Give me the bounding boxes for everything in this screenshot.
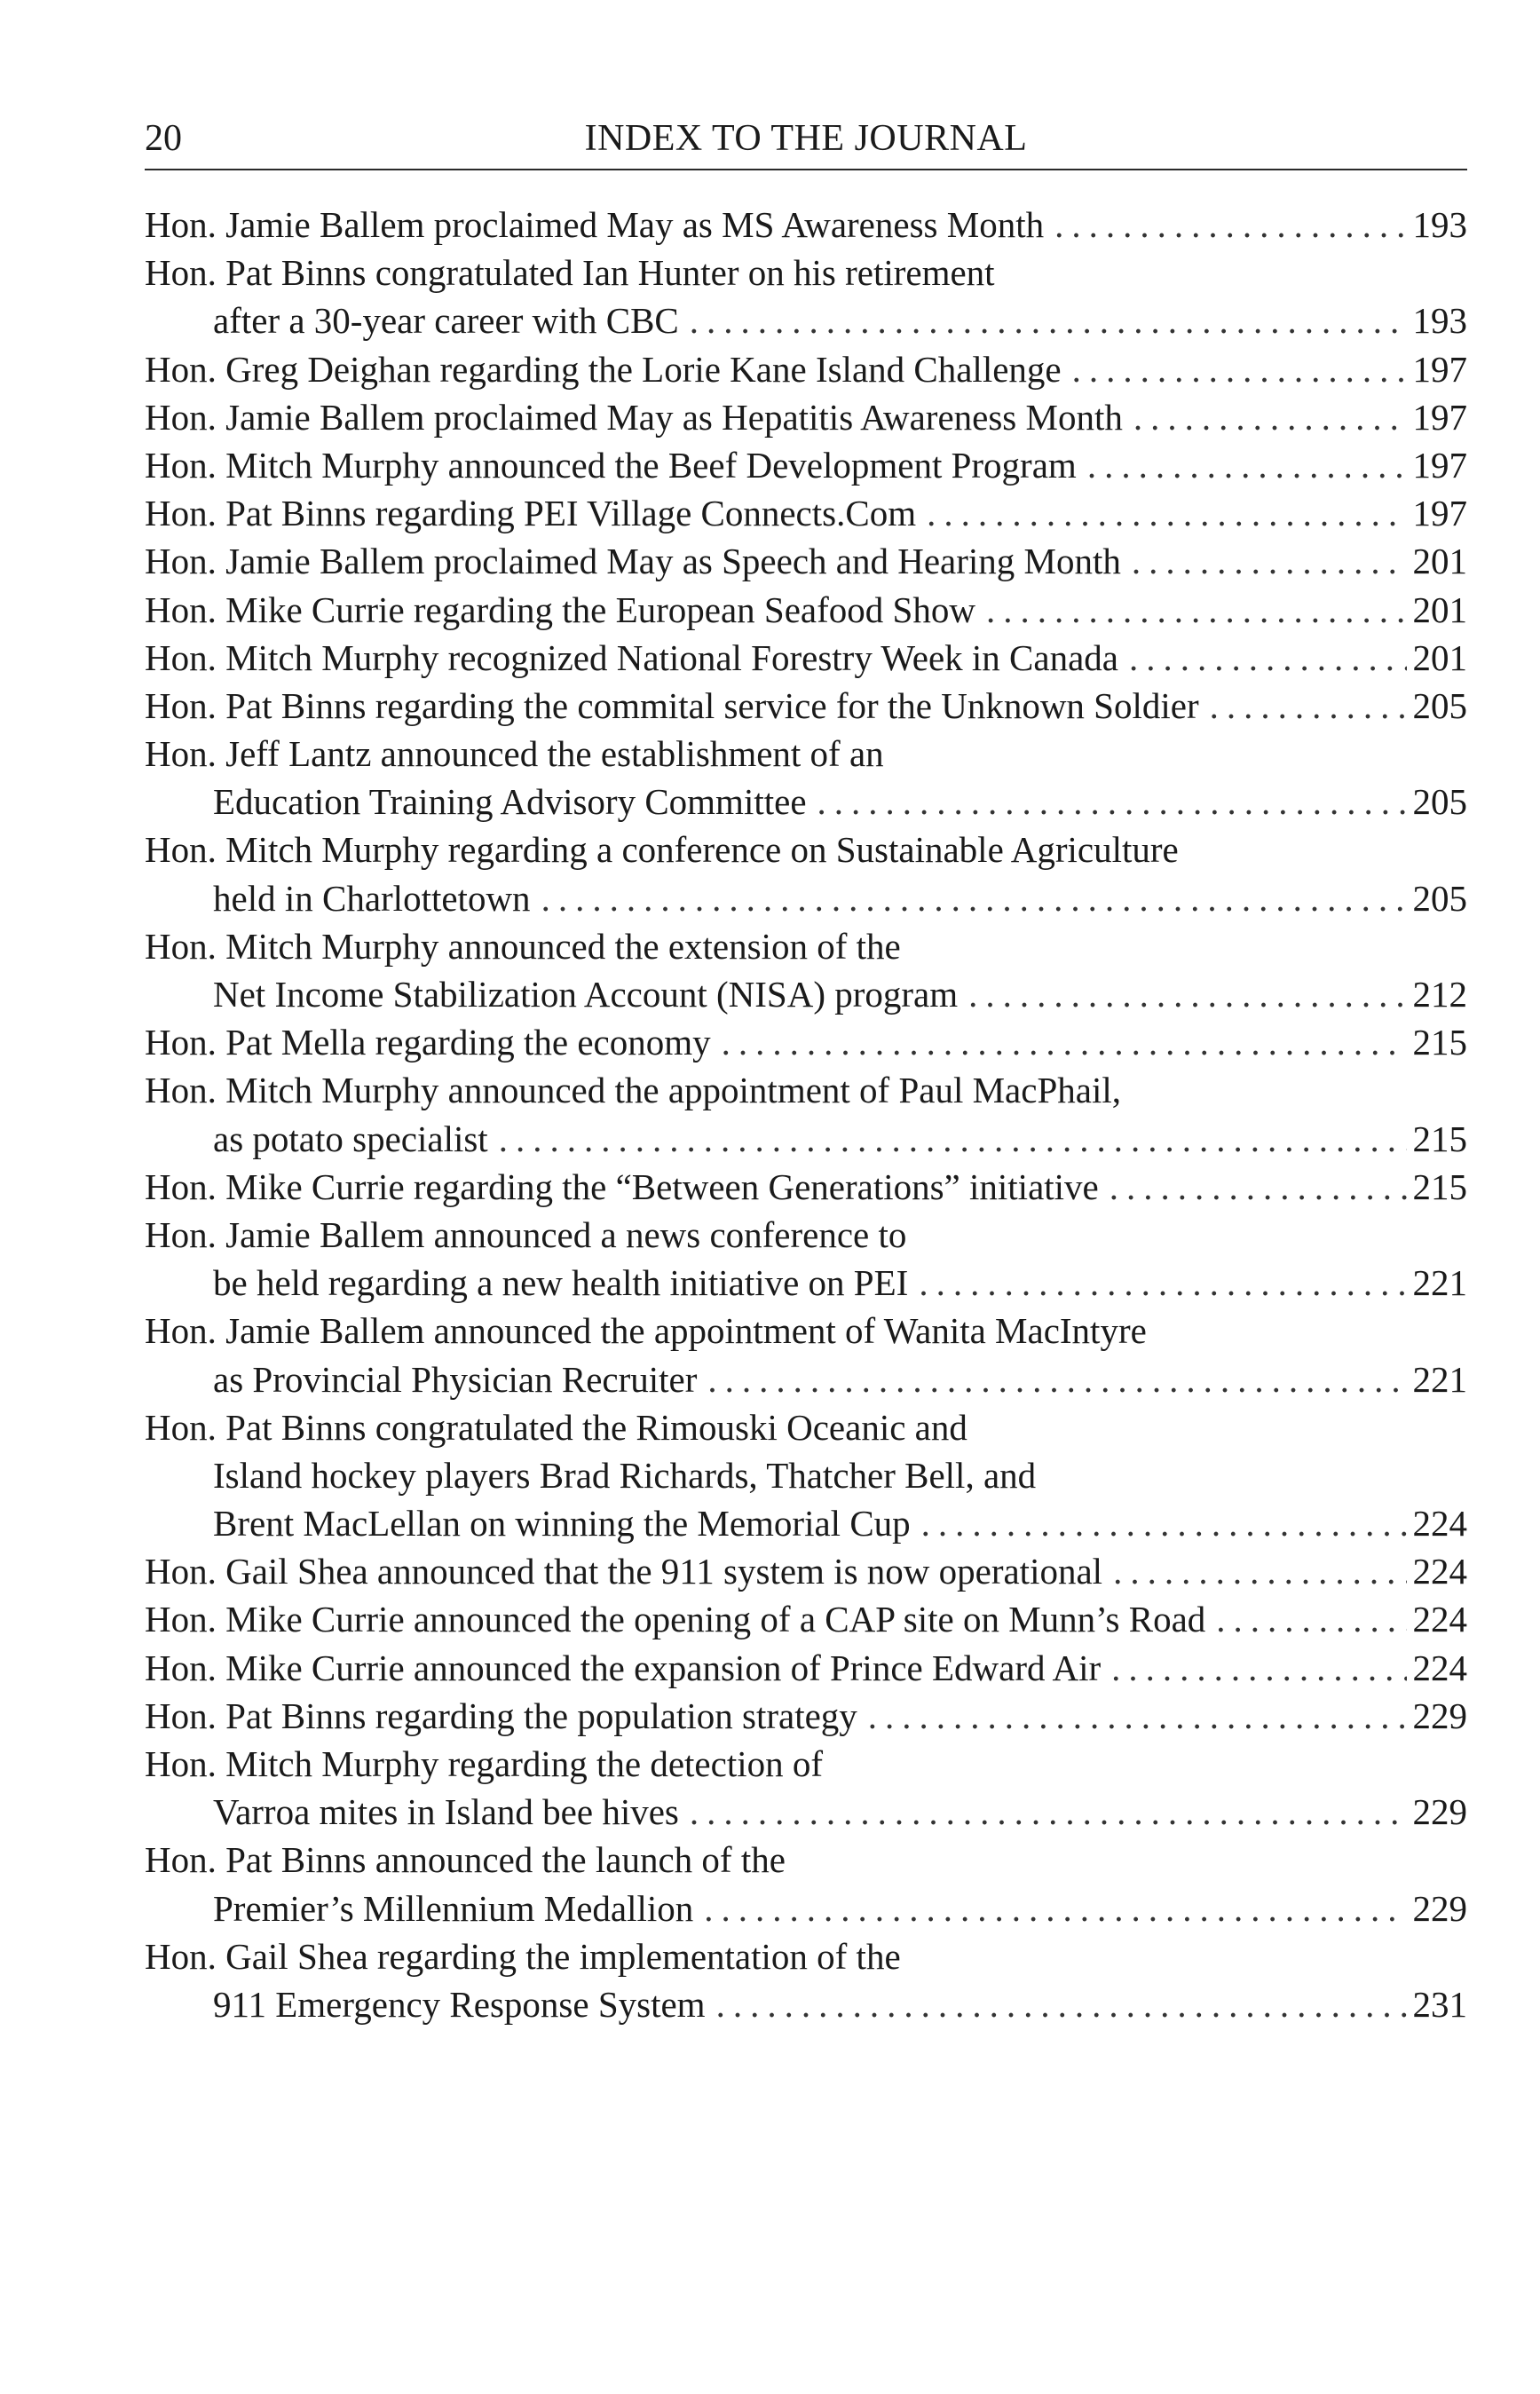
entry-continuation-line bbox=[145, 1259, 1467, 1307]
entry-text: be held regarding a new health initiative on PEI bbox=[213, 1262, 909, 1304]
entry-text: Hon. Mike Currie regarding the European Seafood Show bbox=[145, 589, 975, 630]
entry-line bbox=[145, 730, 1467, 778]
entry-line bbox=[145, 537, 1467, 585]
entry-page-number: 193 bbox=[1412, 300, 1467, 342]
entry-page-number: 221 bbox=[1412, 1358, 1467, 1400]
entry-text: held in Charlottetown bbox=[213, 877, 531, 919]
index-entry bbox=[145, 201, 1467, 249]
entry-text: Hon. Mitch Murphy announced the Beef Development Program bbox=[145, 444, 1077, 486]
entry-line bbox=[145, 249, 1467, 296]
entry-page-number: 193 bbox=[1412, 204, 1467, 245]
entry-line bbox=[145, 1644, 1467, 1692]
entry-line bbox=[145, 682, 1467, 730]
entry-line bbox=[145, 1018, 1467, 1066]
index-entry bbox=[145, 1163, 1467, 1211]
entry-line bbox=[145, 1211, 1467, 1259]
page-number: 20 bbox=[145, 118, 182, 159]
index-entry bbox=[145, 634, 1467, 682]
entry-line bbox=[145, 634, 1467, 682]
entry-text: Hon. Mitch Murphy recognized National Forestry Week in Canada bbox=[145, 636, 1118, 678]
running-head bbox=[145, 115, 1467, 170]
dot-leader bbox=[711, 1018, 1407, 1066]
entry-text: Varroa mites in Island bee hives bbox=[213, 1791, 679, 1833]
entry-line bbox=[145, 345, 1467, 393]
index-entry bbox=[145, 345, 1467, 393]
dot-leader bbox=[908, 1259, 1407, 1307]
entry-text: Hon. Mitch Murphy announced the extension of the bbox=[145, 925, 901, 967]
index-entry bbox=[145, 586, 1467, 634]
dot-leader bbox=[679, 296, 1407, 344]
entry-page-number: 205 bbox=[1412, 684, 1467, 726]
entry-line bbox=[145, 1547, 1467, 1595]
entry-page-number: 197 bbox=[1412, 493, 1467, 534]
entry-text: Brent MacLellan on winning the Memorial Cup bbox=[213, 1503, 911, 1545]
entry-line bbox=[145, 489, 1467, 537]
entry-continuation-line bbox=[145, 1115, 1467, 1163]
entry-text: 911 Emergency Response System bbox=[213, 1983, 706, 2025]
entry-continuation-line bbox=[145, 1451, 1467, 1499]
entry-page-number: 229 bbox=[1412, 1887, 1467, 1929]
index-entry bbox=[145, 730, 1467, 826]
entry-text: Island hockey players Brad Richards, Thatcher Bell, and bbox=[213, 1454, 1037, 1496]
entry-text: Hon. Jamie Ballem proclaimed May as Speech and Hearing Month bbox=[145, 541, 1121, 582]
entry-text: Hon. Pat Binns announced the launch of the bbox=[145, 1839, 786, 1881]
entry-line bbox=[145, 441, 1467, 489]
index-entry bbox=[145, 1595, 1467, 1643]
entry-line bbox=[145, 1836, 1467, 1884]
dot-leader bbox=[1205, 1595, 1407, 1643]
entry-text: as Provincial Physician Recruiter bbox=[213, 1358, 698, 1400]
dot-leader bbox=[1199, 682, 1407, 730]
entry-continuation-line bbox=[145, 296, 1467, 344]
dot-leader bbox=[1123, 393, 1407, 441]
entry-page-number: 224 bbox=[1412, 1503, 1467, 1545]
entry-text: Net Income Stabilization Account (NISA) program bbox=[213, 974, 959, 1015]
entry-continuation-line bbox=[145, 1788, 1467, 1836]
entry-text: Hon. Jeff Lantz announced the establishment of an bbox=[145, 733, 884, 775]
entry-text: Premier’s Millennium Medallion bbox=[213, 1887, 694, 1929]
entry-page-number: 229 bbox=[1412, 1791, 1467, 1833]
entry-line bbox=[145, 1403, 1467, 1451]
dot-leader bbox=[916, 489, 1407, 537]
entry-text: after a 30-year career with CBC bbox=[213, 300, 679, 342]
entry-text: Hon. Jamie Ballem proclaimed May as MS Awareness Month bbox=[145, 204, 1045, 245]
entry-line bbox=[145, 826, 1467, 873]
entry-line bbox=[145, 1066, 1467, 1114]
index-entry bbox=[145, 682, 1467, 730]
index-entry bbox=[145, 1740, 1467, 1836]
entry-continuation-line bbox=[145, 778, 1467, 826]
entry-continuation-line bbox=[145, 970, 1467, 1018]
entry-page-number: 215 bbox=[1412, 1022, 1467, 1063]
entry-page-number: 201 bbox=[1412, 636, 1467, 678]
entry-page-number: 212 bbox=[1412, 974, 1467, 1015]
entry-continuation-line bbox=[145, 1884, 1467, 1932]
entry-page-number: 197 bbox=[1412, 444, 1467, 486]
index-entry bbox=[145, 249, 1467, 344]
entry-text: Hon. Pat Binns regarding PEI Village Connects.Com bbox=[145, 493, 917, 534]
dot-leader bbox=[807, 778, 1407, 826]
index-entry bbox=[145, 826, 1467, 921]
entry-text: Hon. Mike Currie announced the expansion of Prince Edward Air bbox=[145, 1647, 1102, 1688]
index-entry bbox=[145, 1307, 1467, 1402]
entry-page-number: 224 bbox=[1412, 1647, 1467, 1688]
entry-page-number: 197 bbox=[1412, 396, 1467, 438]
entry-page-number: 229 bbox=[1412, 1695, 1467, 1736]
index-entry bbox=[145, 1836, 1467, 1932]
index-entry bbox=[145, 1403, 1467, 1548]
entry-text: Hon. Pat Binns congratulated the Rimouski Oceanic and bbox=[145, 1406, 967, 1448]
entry-line bbox=[145, 1932, 1467, 1980]
entry-line bbox=[145, 1740, 1467, 1788]
entry-text: Hon. Mitch Murphy regarding the detection of bbox=[145, 1743, 824, 1784]
entry-line bbox=[145, 922, 1467, 970]
dot-leader bbox=[697, 1355, 1407, 1403]
entry-page-number: 224 bbox=[1412, 1551, 1467, 1592]
entry-page-number: 205 bbox=[1412, 877, 1467, 919]
dot-leader bbox=[488, 1115, 1407, 1163]
entry-page-number: 205 bbox=[1412, 781, 1467, 823]
index-entry bbox=[145, 1932, 1467, 2028]
entry-line bbox=[145, 1163, 1467, 1211]
dot-leader bbox=[1118, 634, 1407, 682]
index-entry bbox=[145, 1547, 1467, 1595]
entry-page-number: 201 bbox=[1412, 589, 1467, 630]
entry-text: Hon. Jamie Ballem announced a news conference to bbox=[145, 1213, 907, 1255]
index-entry bbox=[145, 1211, 1467, 1307]
entry-text: Hon. Jamie Ballem proclaimed May as Hepatitis Awareness Month bbox=[145, 396, 1123, 438]
dot-leader bbox=[911, 1499, 1407, 1547]
entry-text: Hon. Mike Currie announced the opening of a CAP site on Munn’s Road bbox=[145, 1599, 1206, 1640]
dot-leader bbox=[975, 586, 1407, 634]
entry-text: Hon. Greg Deighan regarding the Lorie Kane Island Challenge bbox=[145, 348, 1062, 390]
dot-leader bbox=[679, 1788, 1407, 1836]
entry-continuation-line bbox=[145, 874, 1467, 922]
entry-text: Hon. Pat Binns regarding the commital service for the Unknown Soldier bbox=[145, 684, 1199, 726]
dot-leader bbox=[958, 970, 1407, 1018]
entry-page-number: 231 bbox=[1412, 1983, 1467, 2025]
index-entry bbox=[145, 1692, 1467, 1740]
dot-leader bbox=[1101, 1644, 1407, 1692]
entry-page-number: 224 bbox=[1412, 1599, 1467, 1640]
entry-text: Hon. Jamie Ballem announced the appointment of Wanita MacIntyre bbox=[145, 1310, 1147, 1352]
entry-text: Hon. Mike Currie regarding the “Between Generations” initiative bbox=[145, 1165, 1099, 1207]
dot-leader bbox=[706, 1980, 1407, 2028]
entry-text: Hon. Mitch Murphy regarding a conference on Sustainable Agriculture bbox=[145, 829, 1179, 871]
entry-line bbox=[145, 393, 1467, 441]
index-entry bbox=[145, 393, 1467, 441]
running-title: INDEX TO THE JOURNAL bbox=[584, 118, 1028, 159]
entry-page-number: 215 bbox=[1412, 1165, 1467, 1207]
entry-text: Education Training Advisory Committee bbox=[213, 781, 807, 823]
entry-page-number: 197 bbox=[1412, 348, 1467, 390]
entry-text: Hon. Pat Binns congratulated Ian Hunter on his retirement bbox=[145, 252, 995, 294]
entry-text: Hon. Gail Shea announced that the 911 system is now operational bbox=[145, 1551, 1103, 1592]
entry-text: Hon. Mitch Murphy announced the appointment of Paul MacPhail, bbox=[145, 1070, 1121, 1111]
entry-page-number: 215 bbox=[1412, 1118, 1467, 1159]
entry-line bbox=[145, 1307, 1467, 1355]
entry-continuation-line bbox=[145, 1980, 1467, 2028]
dot-leader bbox=[693, 1884, 1407, 1932]
index-entry bbox=[145, 922, 1467, 1018]
dot-leader bbox=[1044, 201, 1407, 249]
dot-leader bbox=[1102, 1547, 1407, 1595]
entry-line bbox=[145, 1692, 1467, 1740]
dot-leader bbox=[1062, 345, 1407, 393]
entry-line bbox=[145, 586, 1467, 634]
dot-leader bbox=[857, 1692, 1407, 1740]
entry-text: Hon. Pat Binns regarding the population strategy bbox=[145, 1695, 857, 1736]
index-entries bbox=[145, 201, 1467, 2028]
entry-page-number: 201 bbox=[1412, 541, 1467, 582]
dot-leader bbox=[1077, 441, 1407, 489]
entry-continuation-line bbox=[145, 1499, 1467, 1547]
index-entry bbox=[145, 489, 1467, 537]
index-entry bbox=[145, 1018, 1467, 1066]
entry-line bbox=[145, 201, 1467, 249]
index-entry bbox=[145, 1644, 1467, 1692]
entry-line bbox=[145, 1595, 1467, 1643]
entry-continuation-line bbox=[145, 1355, 1467, 1403]
entry-page-number: 221 bbox=[1412, 1262, 1467, 1304]
entry-text: as potato specialist bbox=[213, 1118, 488, 1159]
journal-index-page bbox=[145, 115, 1467, 2028]
dot-leader bbox=[1121, 537, 1407, 585]
entry-text: Hon. Gail Shea regarding the implementation of the bbox=[145, 1935, 901, 1977]
dot-leader bbox=[531, 874, 1407, 922]
index-entry bbox=[145, 1066, 1467, 1162]
index-entry bbox=[145, 441, 1467, 489]
entry-text: Hon. Pat Mella regarding the economy bbox=[145, 1022, 711, 1063]
dot-leader bbox=[1099, 1163, 1407, 1211]
index-entry bbox=[145, 537, 1467, 585]
